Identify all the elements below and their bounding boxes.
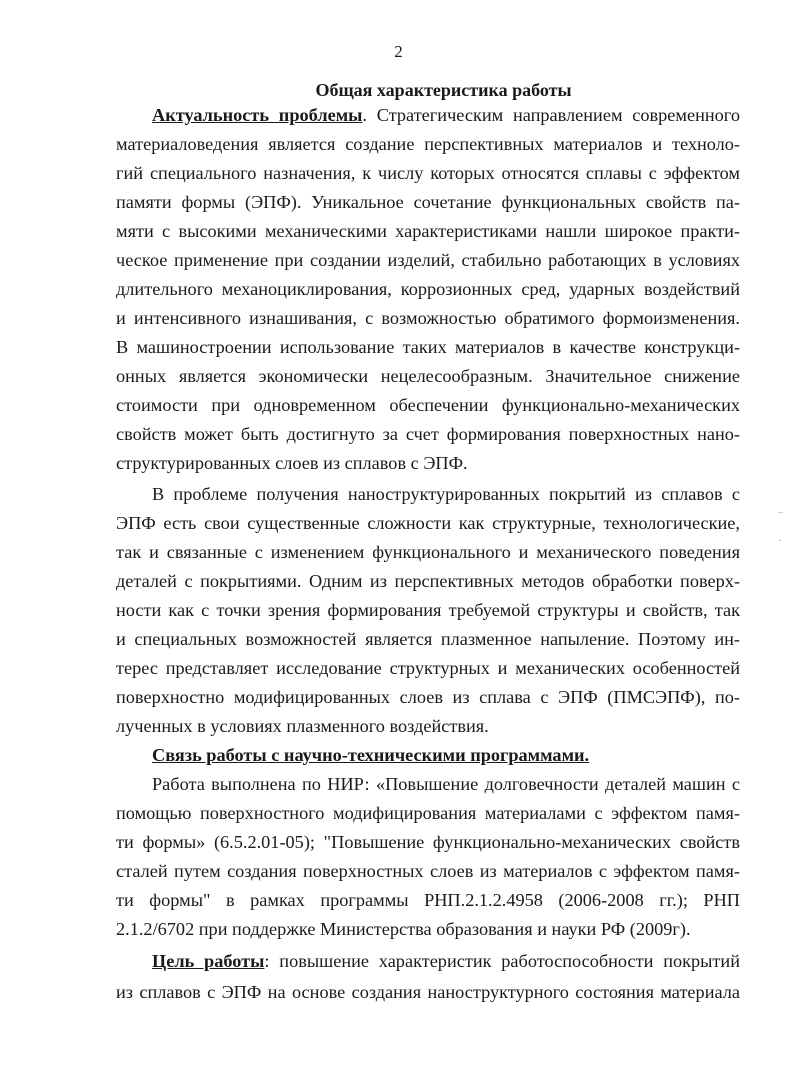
- paragraph-line: свойств может быть достигнуто за счет формирования поверхностных нано-: [116, 424, 740, 444]
- paragraph-line: Актуальность проблемы. Стратегическим направлением современного: [152, 105, 740, 125]
- paragraph-line: Работа выполнена по НИР: «Повышение долговечности деталей машин с: [152, 774, 740, 794]
- paragraph-line: длительного механоциклирования, коррозионных сред, ударных воздействий: [116, 279, 740, 299]
- paragraph-line: так и связанные с изменением функционального и механического поведения: [116, 542, 740, 562]
- paragraph-line: лученных в условиях плазменного воздействия.: [116, 716, 489, 736]
- paragraph-line: и интенсивного изнашивания, с возможностью обратимого формоизменения.: [116, 308, 740, 328]
- paragraph-line: гий специального назначения, к числу которых относятся сплавы с эффектом: [116, 163, 740, 183]
- paragraph-line: и специальных возможностей является плазменное напыление. Поэтому ин-: [116, 629, 740, 649]
- paragraph-line: ческое применение при создании изделий, стабильно работающих в условиях: [116, 250, 740, 270]
- paragraph-line: деталей с покрытиями. Одним из перспективных методов обработки поверх-: [116, 571, 740, 591]
- paragraph-line: сталей путем создания поверхностных слоев из материалов с эффектом памя-: [116, 861, 740, 881]
- paragraph-line: структурированных слоев из сплавов с ЭПФ.: [116, 453, 468, 473]
- paragraph-line: из сплавов с ЭПФ на основе создания наноструктурного состояния материала: [116, 982, 740, 1002]
- paragraph-line: онных является экономически нецелесообразным. Значительное снижение: [116, 366, 740, 386]
- scan-speck: ⁻: [778, 510, 784, 521]
- paragraph-line: помощью поверхностного модифицирования материалами с эффектом памя-: [116, 803, 740, 823]
- paragraph-line: памяти формы (ЭПФ). Уникальное сочетание функциональных свойств па-: [116, 192, 740, 212]
- paragraph-line: В машиностроении использование таких материалов в качестве конструкци-: [116, 337, 740, 357]
- section-heading-programs: Связь работы с научно-техническими программами.: [152, 745, 590, 765]
- paragraph-line: Цель работы: повышение характеристик работоспособности покрытий: [152, 951, 740, 971]
- paragraph-line: В проблеме получения наноструктурированных покрытий из сплавов с: [152, 484, 740, 504]
- paragraph-line: 2.1.2/6702 при поддержке Министерства образования и науки РФ (2009г).: [116, 919, 691, 939]
- paragraph-line: ти формы» (6.5.2.01-05); "Повышение функционально-механических свойств: [116, 832, 740, 852]
- paragraph-line: ти формы" в рамках программы РНП.2.1.2.4958 (2006-2008 гг.); РНП: [116, 890, 740, 910]
- section-heading-goal: Цель работы: [152, 951, 265, 971]
- section-heading-relevance: Актуальность проблемы: [152, 105, 363, 125]
- paragraph-line: стоимости при одновременном обеспечении функционально-механических: [116, 395, 740, 415]
- paragraph-line: ЭПФ есть свои существенные сложности как структурные, технологические,: [116, 513, 740, 533]
- scan-speck: ·: [778, 536, 782, 547]
- paragraph-line: ности как с точки зрения формирования требуемой структуры и свойств, так: [116, 600, 740, 620]
- paragraph-line: поверхностно модифицированных слоев из сплава с ЭПФ (ПМСЭПФ), по-: [116, 687, 740, 707]
- paragraph-line: мяти с высокими механическими характеристиками нашли широкое практи-: [116, 221, 740, 241]
- page-title: Общая характеристика работы: [315, 80, 572, 100]
- paragraph-line: терес представляет исследование структурных и механических особенностей: [116, 658, 740, 678]
- paragraph-line: материаловедения является создание перспективных материалов и техноло-: [116, 134, 740, 154]
- page-number: 2: [394, 42, 403, 61]
